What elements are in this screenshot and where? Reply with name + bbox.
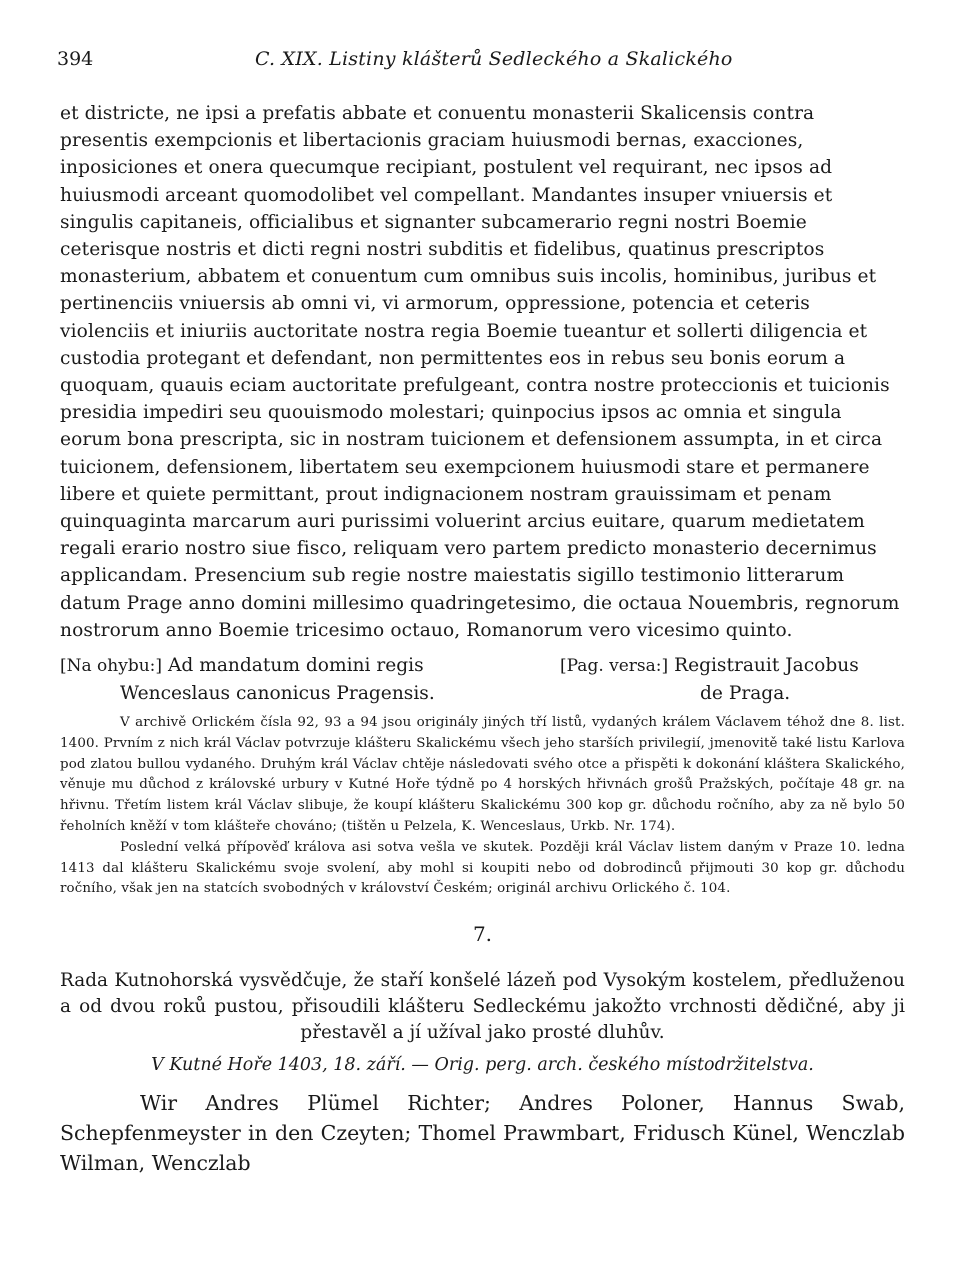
fold-note-label: [Na ohybu:] [60,656,163,677]
verso-note-line-2: de Praga. [700,683,791,705]
footnote-paragraph-2: Poslední velká přípověď králova asi sotva vešla ve skutek. Později král Václav listem daným v Praze 10. ledna 1413 dal klášteru Skalickému svoje svolení, aby mohl si koupiti nebo od dobrodinců přijmouti 30 kop gr. důchodu ročního, však jen na statcích svobodných v království Českém; originál archivu Orlického č. 104. [60,839,905,897]
fold-note-line-1: Ad mandatum domini regis [167,655,424,677]
document-number: 7. [472,922,493,947]
verso-note-label: [Pag. versa:] [560,656,669,677]
editorial-footnote [60,713,905,900]
book-page [57,38,905,1178]
document-date-source: V Kutné Hoře 1403, 18. září. — Orig. perg. arch. českého místodržitelstva. [151,1055,814,1076]
charter-paragraph: et districte, ne ipsi a prefatis abbate et conuentu monasterii Skalicensis contra presentis exempcionis et libertacionis graciam huiusmodi bernas, exacciones, inposiciones et onera quecumque recipiant, postulent vel requirant, nec ipsos ad huiusmodi arceant quomodolibet vel compellant. Mandantes insuper vniuersis et singulis capitaneis, officialibus et signanter subcamerario regni nostri Boemie ceterisque nostris et dicti regni nostri subditis et fidelibus, quatinus prescriptos monasterium, abbatem et conuentum cum omnibus suis incolis, hominibus, juribus et pertinenciis vniuersis ab omni vi, vi armorum, oppressione, potencia et ceteris violenciis et iniuriis auctoritate nostra regia Boemie tueantur et sollerti diligencia et custodia protegant et defendant, non permittentes eos in rebus seu bonis eorum a quoquam, quauis eciam auctoritate prefulgeant, contra nostre proteccionis et tuicionis presidia impediri seu quouismodo molestari; quinpocius ipsos ac omnia et singula eorum bona prescripta, sic in nostram tuicionem et defensionem assumpta, in et circa tuicionem, defensionem, libertatem seu exempcionem huiusmodi stare et permanere libere et quiete permittant, prout indignacionem nostram grauissimam et penam quinquaginta marcarum auri purissimi voluerint arcius euitare, quarum medietatem regali erario nostro siue fisco, reliquam vero partem predicto monasterio decernimus applicandam. Presencium sub regie nostre maiestatis sigillo testimonio litterarum datum Prage anno domini millesimo quadringetesimo, die octaua Nouembris, regnorum nostrorum anno Boemie tricesimo octauo, Romanorum vero vicesimo quinto. [60,103,900,641]
charter-text [60,100,905,644]
document-opening-text: Wir Andres Plümel Richter; Andres Poloner, Hannus Swab, Schepfenmeyster in den Czeyten; Thomel Prawmbart, Fridusch Künel, Wenczlab Wilman, Wenczlab [60,1091,905,1176]
document-summary: Rada Kutnohorská vysvědčuje, že staří konšelé lázeň pod Vysokým kostelem, předluženou a od dvou roků pustou, přisoudili klášteru Sedleckému jakožto vrchnosti dědičné, aby ji přestavěl a jí užíval jako prosté dluhův. [60,970,905,1044]
footnote-paragraph-1: V archivě Orlickém čísla 92, 93 a 94 jsou originály jiných tří listů, vydaných králem Václavem téhož dne 8. list. 1400. Prvním z nich král Václav potvrzuje klášteru Skalickému všech jeho starších privilegií, jmenovitě také listu Karlova pod zlatou bullou vydaného. Druhým král Václav chtěje následovati svého otce a přispěti k dokonání kláštera Skalického, věnuje mu důchod z královské urbury v Kutné Hoře týdně po 4 horských hřivnách grošů Pražských, počítaje 48 gr. na hřivnu. Třetím listem král Václav slibuje, že koupí klášteru Skalickému 300 kop gr. důchodu ročního, aby za ně bylo 50 řeholních kněží v tom klášteře chováno; (tištěn u Pelzela, K. Wenceslaus, Urkb. Nr. 174). [60,715,905,835]
verso-note-line-1: Registrauit Jacobus [674,655,859,677]
page-header [57,38,905,78]
endorsement-notes [60,652,905,707]
verso-note [560,652,905,707]
page-number: 394 [57,48,94,70]
fold-note [60,652,560,707]
running-title: C. XIX. Listiny klášterů Sedleckého a Skalického [255,48,733,70]
fold-note-line-2: Wenceslaus canonicus Pragensis. [120,683,435,705]
